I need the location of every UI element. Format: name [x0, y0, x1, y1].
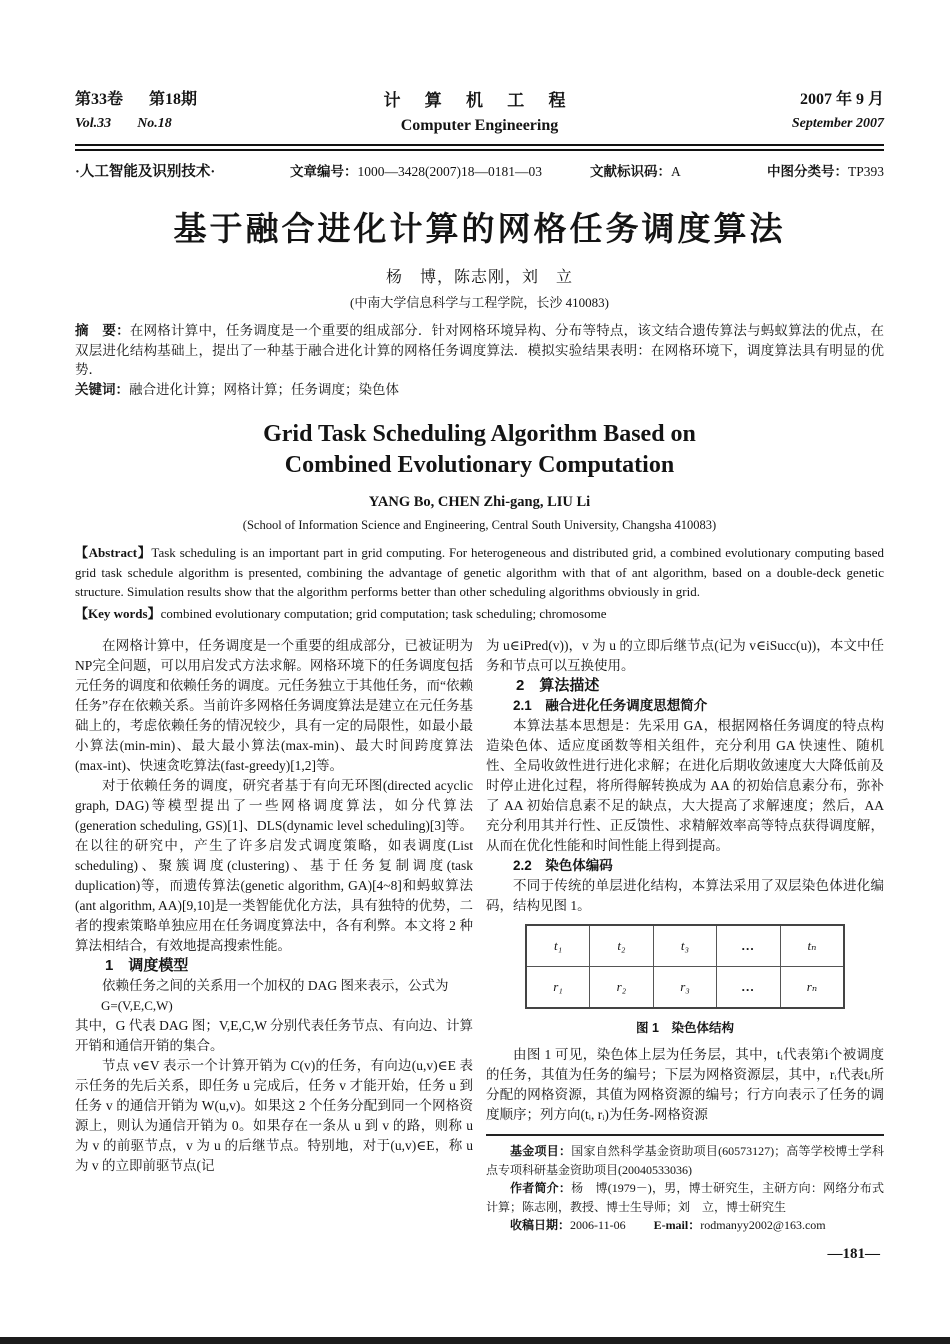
chromosome-cell: tₙ [780, 925, 844, 967]
clc-number [745, 160, 884, 180]
ellipsis-cell: … [717, 967, 781, 1009]
article-title-en-line2: Combined Evolutionary Computation [284, 452, 675, 478]
resource-layer-row [526, 967, 844, 1009]
section-2-heading: 2 算法描述 [516, 677, 600, 694]
document-code [590, 160, 745, 180]
abstract-en-text: Task scheduling is an important part in grid computing. For heterogeneous and distributed grid, a combined evolutionary computing based grid task schedule algorithm is presented, combining the advantage of genetic algorithm with that of ant algorithm, based on a double-deck genetic structure. Simulation results show that the algorithm performs better than other scheduling algorithms obviously in grid. [75, 545, 884, 599]
journal-date-block [684, 88, 884, 136]
article-title-cn: 基于融合进化计算的网格任务调度算法 [173, 210, 786, 247]
email-label: E-mail： [653, 1218, 701, 1232]
clc-number-label: 中图分类号： [766, 164, 848, 179]
intro-paragraph-1: 在网格计算中，任务调度是一个重要的组成部分，已被证明为NP完全问题，可以用启发式方法求解。网格环境下的任务调度包括元任务的调度和依赖任务的调度。元任务独立于其他任务，而“依赖任务”存在依赖关系。当前许多网格任务调度算法是建立在元任务基础上的，考虑依赖任务的情况较少，具有一定的局限性，如最小最小算法(min-min)、最大最小算法(max-min)、最大时间跨度算法(max-int)、快速贪吃算法(fast-greedy)[1,2]等。 [75, 638, 473, 773]
task-layer-row [526, 925, 844, 967]
journal-date-en: September 2007 [791, 116, 884, 131]
chromosome-intro-paragraph: 不同于传统的单层进化结构，本算法采用了双层染色体进化编码，结构见图 1。 [486, 878, 884, 913]
affiliation-en: (School of Information Science and Engineering, Central South University, Changsha 410083) [242, 518, 717, 532]
keywords-cn [75, 380, 884, 400]
page-number: —181— [827, 1246, 880, 1262]
author-bio-line [486, 1179, 884, 1216]
chromosome-cell: t₂ [590, 925, 654, 967]
abstract-en-label: 【Abstract】 [75, 545, 152, 560]
received-date-label: 收稿日期： [510, 1218, 571, 1232]
abstract-cn-label: 摘 要： [75, 323, 130, 338]
journal-date-cn: 2007 年 9 月 [799, 91, 884, 108]
journal-issue-block [75, 88, 275, 136]
journal-title-block [275, 88, 684, 138]
chromosome-structure-table [525, 924, 845, 1009]
abstract-cn [75, 321, 884, 380]
received-date-line [486, 1216, 884, 1235]
footnote-block [486, 1134, 884, 1235]
abstract-cn-text: 在网格计算中，任务调度是一个重要的组成部分．针对网格环境异构、分布等特点，该文结合遗传算法与蚂蚁算法的优点，在双层进化结构基础上，提出了一种基于融合进化计算的网格任务调度算法．模拟实验结果表明：在网格环境下，调度算法具有明显的优势． [75, 323, 885, 377]
article-title-en [75, 419, 884, 481]
volume-cn: 第33卷 [75, 91, 124, 108]
ellipsis-cell: … [717, 925, 781, 967]
model-paragraph: 依赖任务之间的关系用一个加权的 DAG 图来表示，公式为 [102, 978, 449, 993]
chromosome-cell: r₂ [590, 967, 654, 1009]
document-code-label: 文献标识码： [590, 164, 671, 179]
journal-header [75, 88, 884, 138]
fund-line [486, 1142, 884, 1179]
chromosome-cell: t₁ [526, 925, 590, 967]
article-number-value: 1000—3428(2007)18—0181—03 [357, 164, 542, 179]
chromosome-cell: r₁ [526, 967, 590, 1009]
scan-edge-artifact [0, 1337, 950, 1344]
keywords-en-text: combined evolutionary computation; grid computation; task scheduling; chromosome [160, 605, 607, 621]
chromosome-cell: rₙ [780, 967, 844, 1009]
algorithm-idea-paragraph: 本算法基本思想是：先采用 GA，根据网格任务调度的特点构造染色体、适应度函数等相关组件，充分利用 GA 快速性、随机性、全局收敛性进行进化求解；在进化后期收敛速度大大降低前及时停止进化过程，将所得解转换成为 AA 的初始信息素分布，弥补了 AA 初始信息素不足的缺点，大大提高了求解速度；然后，AA 充分利用其并行性、正反馈性、求精解效率高等特点获得调度解，从而在优化性能和时间性能上得到提高。 [486, 718, 884, 853]
intro-paragraph-2: 对于依赖任务的调度，研究者基于有向无环图(directed acyclic graph, DAG)等模型提出了一些网格调度算法，如分代算法(generation scheduling, GS)[1]、DLS(dynamic level scheduling)[3]等。在以往的研究中，产生了许多启发式调度策略，如表调度(List scheduling)、聚簇调度(clustering)、基于任务复制调度(task duplication)等，而遗传算法(genetic algorithm, GA)[4~8]和蚂蚁算法(ant algorithm, AA)[9,10]是一类智能优化方法，具有独特的优势，二者的搜索策略单独应用在任务调度算法中，各有利弊。本文将 2 种算法相结合，有效地提高搜索性能。 [75, 778, 473, 953]
continuation-paragraph: 为 u∈iPred(v))，v 为 u 的立即后继节点(记为 v∈iSucc(u))，本文中任务和节点可以互换使用。 [486, 638, 884, 673]
keywords-en-label: 【Key words】 [75, 605, 161, 621]
email-value: rodmanyy2002@163.com [700, 1218, 826, 1232]
author-bio-label: 作者简介： [510, 1181, 572, 1195]
affiliation-cn: (中南大学信息科学与工程学院，长沙 410083) [350, 295, 609, 310]
figure-1-caption: 图 1 染色体结构 [636, 1021, 734, 1035]
document-code-value: A [671, 164, 681, 179]
body-columns [75, 636, 884, 1235]
journal-title-cn: 计 算 机 工 程 [383, 91, 576, 110]
dag-formula: G=(V,E,C,W) [101, 998, 173, 1013]
issue-cn: 第18期 [149, 91, 198, 108]
formula-explanation: 其中，G 代表 DAG 图；V,E,C,W 分别代表任务节点、有向边、计算开销和通信开销的集合。 [75, 1018, 473, 1053]
journal-title-en: Computer Engineering [400, 117, 559, 134]
header-divider [75, 144, 884, 151]
keywords-en [75, 604, 884, 624]
author-bio-text: 杨 博(1979－)，男，博士研究生，主研方向：网络分布式计算；陈志刚，教授、博士生导师；刘 立，博士研究生 [486, 1181, 884, 1214]
issue-en: No.18 [137, 116, 172, 131]
section-2-2-heading: 2.2 染色体编码 [513, 858, 613, 873]
figure-1 [525, 924, 845, 1009]
chromosome-cell: t₃ [653, 925, 717, 967]
received-date-value: 2006-11-06 [570, 1218, 626, 1232]
keywords-cn-label: 关键词： [75, 381, 129, 397]
section-2-1-heading: 2.1 融合进化任务调度思想简介 [513, 698, 708, 713]
classification-row [75, 160, 884, 181]
article-number [290, 160, 590, 180]
fund-text: 国家自然科学基金资助项目(60573127)；高等学校博士学科点专项科研基金资助项目(20040533036) [486, 1144, 884, 1177]
volume-en: Vol.33 [75, 116, 112, 131]
article-title-en-line1: Grid Task Scheduling Algorithm Based on [263, 421, 696, 447]
chromosome-cell: r₃ [653, 967, 717, 1009]
category-label: ·人工智能及识别技术· [75, 164, 216, 180]
fund-label: 基金项目： [510, 1144, 572, 1158]
left-column [75, 636, 473, 1235]
node-definition-paragraph: 节点 v∈V 表示一个计算开销为 C(v)的任务，有向边(u,v)∈E 表示任务的先后关系，即任务 u 完成后，任务 v 才能开始，任务 u 到任务 v 的通信开销为 W(u,v)。如果这 2 个任务分配到同一个网格资源上，则认为通信开销为 0。如果存在一条从 u 到 v 的路，则称 u 为 v 的前驱节点，v 为 u 的后继节点。特别地，对于(u,v)∈E，称 u 为 v 的立即前驱节点(记 [75, 1058, 473, 1173]
right-column [486, 636, 884, 1235]
section-1-heading: 1 调度模型 [105, 957, 189, 974]
keywords-cn-text: 融合进化计算；网格计算；任务调度；染色体 [129, 381, 399, 397]
article-number-label: 文章编号： [290, 164, 358, 179]
figure-explanation-paragraph: 由图 1 可见，染色体上层为任务层，其中，tᵢ代表第i个被调度的任务，其值为任务的编号；下层为网格资源层，其中，rᵢ代表tᵢ所分配的网格资源，其值为网格资源的编号；行方向表示了任务的调度顺序；列方向(tᵢ, rᵢ)为任务-网格资源 [486, 1047, 884, 1122]
clc-number-value: TP393 [847, 164, 884, 179]
abstract-en [75, 543, 884, 602]
authors-en: YANG Bo, CHEN Zhi-gang, LIU Li [368, 494, 591, 510]
authors-cn: 杨 博，陈志刚，刘 立 [385, 269, 573, 286]
